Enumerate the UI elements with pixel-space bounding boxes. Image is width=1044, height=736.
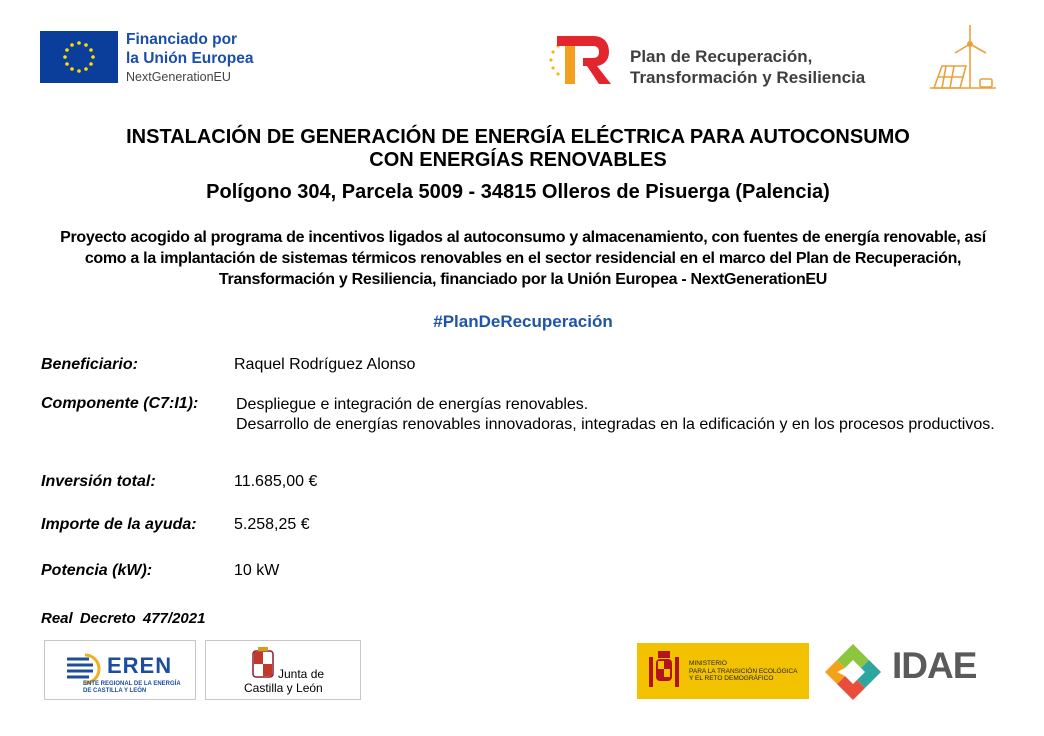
document-title-line1: INSTALACIÓN DE GENERACIÓN DE ENERGÍA ELÉCTRICA PARA AUTOCONSUMO [126, 126, 910, 148]
importe-label: Importe de la ayuda: [41, 516, 197, 533]
eren-subtitle1: ENTE REGIONAL DE LA ENERGÍA [83, 681, 181, 687]
eren-logo [44, 640, 196, 700]
wind-turbine-solar-panel-icon [928, 22, 998, 94]
document-title-line2: CON ENERGÍAS RENOVABLES [369, 149, 667, 171]
coat-of-arms-icon [250, 647, 276, 683]
beneficiario-label: Beneficiario: [41, 356, 138, 373]
spain-coat-of-arms-icon [645, 647, 683, 695]
eu-logo-line3: NextGenerationEU [126, 70, 231, 84]
componente-label: Componente (C7:I1): [41, 395, 199, 412]
ministerio-line1: MINISTERIO [689, 660, 727, 667]
importe-value: 5.258,25 € [234, 516, 310, 533]
junta-castilla-leon-logo [205, 640, 361, 700]
eren-name: EREN [107, 653, 173, 678]
jcyl-line1: Junta de [278, 667, 325, 681]
potencia-label: Potencia (kW): [41, 562, 153, 579]
eren-subtitle2: DE CASTILLA Y LEÓN [83, 688, 147, 694]
potencia-value: 10 kW [234, 562, 280, 579]
ministerio-line3: Y EL RETO DEMOGRÁFICO [689, 675, 774, 682]
ministerio-line2: PARA LA TRANSICIÓN ECOLÓGICA [689, 667, 798, 675]
componente-value-line2: Desarrollo de energías renovables innovadoras, integradas en la edificación y en los procesos productivos. [236, 416, 995, 433]
prtr-logo-line2: Transformación y Resiliencia [630, 68, 866, 87]
eu-flag-icon [40, 31, 118, 83]
jcyl-line2: Castilla y León [244, 681, 323, 695]
prtr-logo-line1: Plan de Recuperación, [630, 47, 813, 66]
project-location: Polígono 304, Parcela 5009 - 34815 Olleros de Pisuerga (Palencia) [206, 181, 830, 203]
ministerio-logo [637, 643, 809, 699]
componente-value-line1: Despliegue e integración de energías renovables. [236, 396, 589, 413]
real-decreto: Real Decreto 477/2021 [41, 610, 206, 627]
prtr-logo-icon [545, 30, 615, 88]
componente-value [236, 395, 996, 435]
beneficiario-value: Raquel Rodríguez Alonso [234, 356, 416, 373]
inversion-label: Inversión total: [41, 473, 156, 490]
project-description: Proyecto acogido al programa de incentivos ligados al autoconsumo y almacenamiento, con fuentes de energía renovable, así como a la implantación de sistemas térmicos renovables en el sector residencial en el marco del Plan de Recuperación, Transformación y Resiliencia, financiado por la Unión Europea - NextGenerationEU [60, 229, 986, 288]
hashtag: #PlanDeRecuperación [433, 312, 613, 331]
eu-logo-line1: Financiado por [126, 31, 238, 48]
idae-logo-icon [823, 642, 883, 700]
inversion-value: 11.685,00 € [234, 473, 318, 490]
eu-logo-line2: la Unión Europea [126, 50, 254, 67]
idae-name: IDAE [892, 645, 977, 686]
